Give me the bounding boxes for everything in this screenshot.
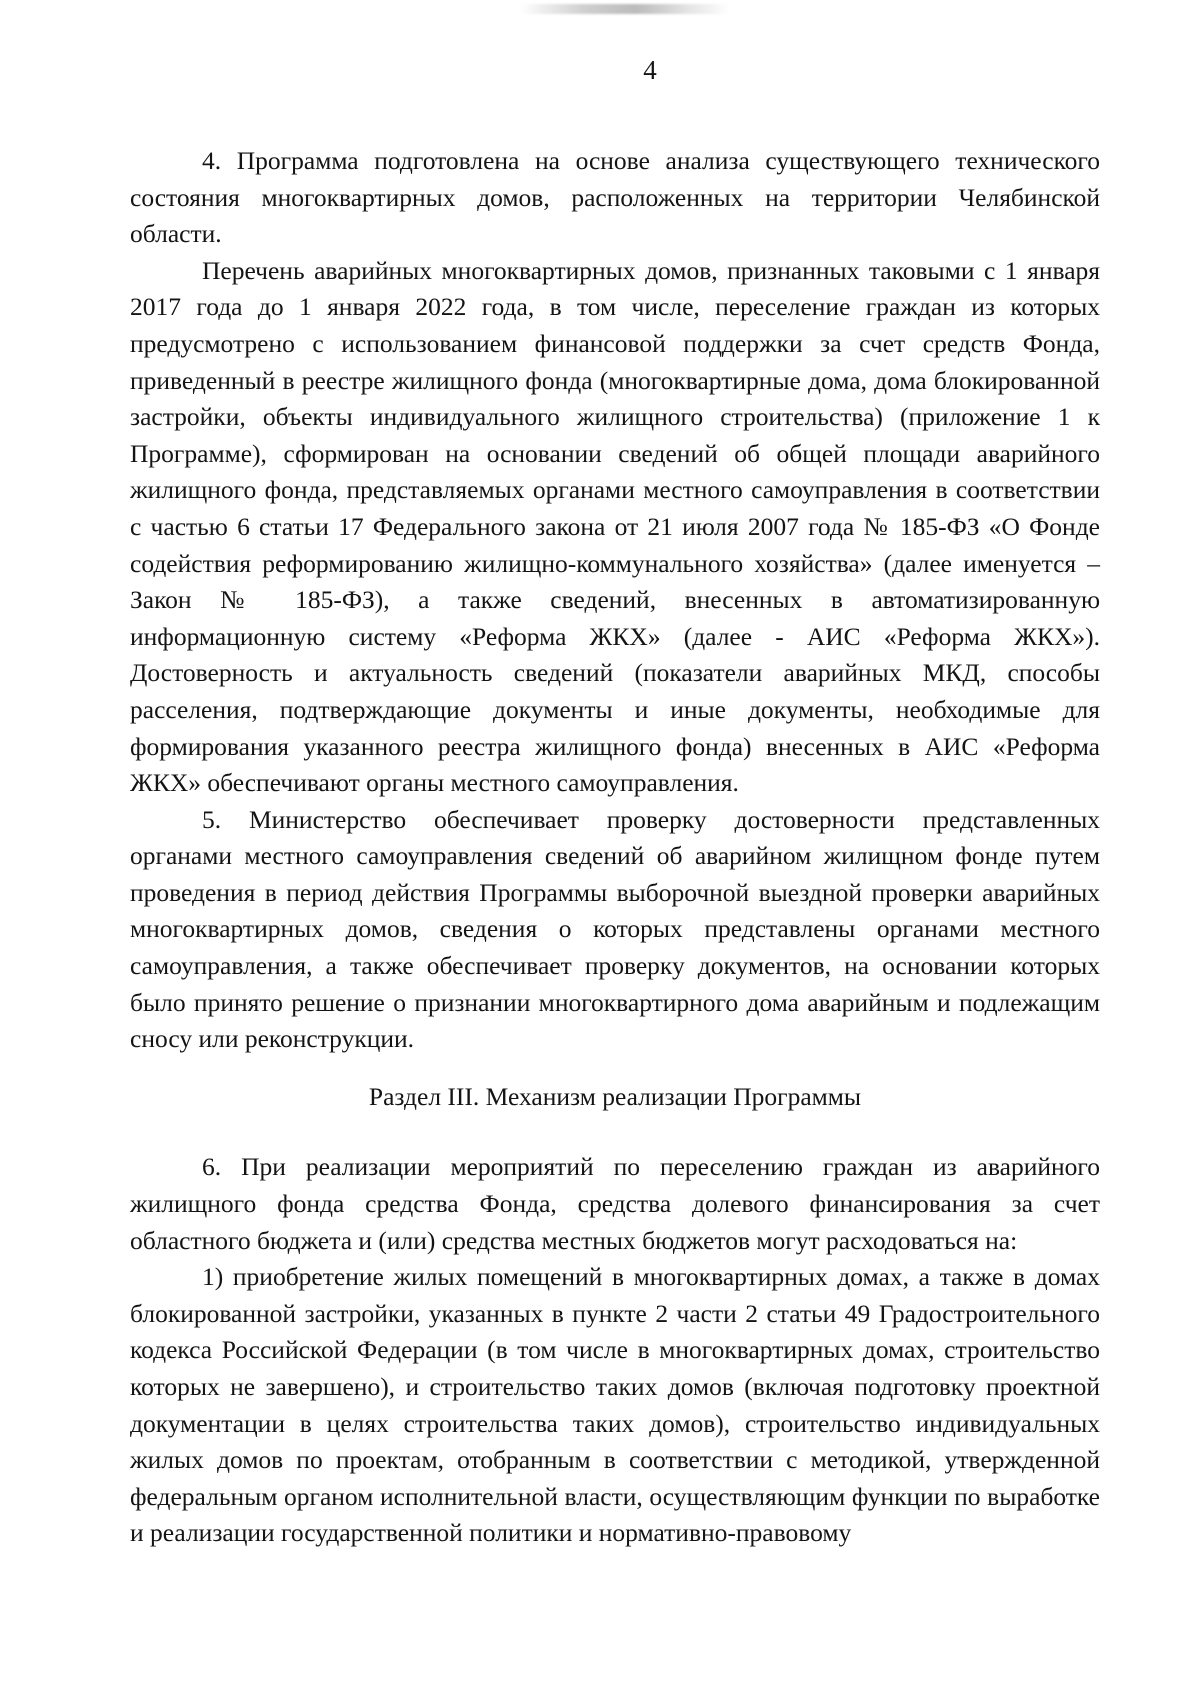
document-body — [130, 143, 1100, 1552]
paragraph-5: 5. Министерство обеспечивает проверку достоверности представленных органами местного самоуправления сведений об аварийном жилищном фонде путем проведения в период действия Программы выборочной выездной проверки аварийных многоквартирных домов, сведения о которых представлены органами местного самоуправления, а также обеспечивает проверку документов, на основании которых было принято решение о признании многоквартирного дома аварийным и подлежащим сносу или реконструкции. — [130, 804, 1100, 1054]
scan-artifact — [520, 4, 730, 14]
paragraph-list-of-buildings: Перечень аварийных многоквартирных домов, признанных таковыми с 1 января 2017 года до 1 января 2022 года, в том числе, переселение граждан из которых предусмотрено с использованием финансовой поддержки за счет средств Фонда, приведенный в реестре жилищного фонда (многоквартирные дома, дома блокированной застройки, объекты индивидуального жилищного строительства) (приложение 1 к Программе), сформирован на основании сведений об общей площади аварийного жилищного фонда, представляемых органами местного самоуправления в соответствии с частью 6 статьи 17 Федерального закона от 21 июля 2007 года № 185-ФЗ «О Фонде содействия реформированию жилищно-коммунального хозяйства» (далее именуется – Закон № 185-ФЗ), а также сведений, внесенных в автоматизированную информационную систему «Реформа ЖКХ» (далее - АИС «Реформа ЖКХ»). Достоверность и актуальность сведений (показатели аварийных МКД, способы расселения, подтверждающие документы и иные документы, необходимые для формирования указанного реестра жилищного фонда) внесенных в АИС «Реформа ЖКХ» обеспечивают органы местного самоуправления. — [130, 255, 1100, 798]
paragraph-6: 6. При реализации мероприятий по переселению граждан из аварийного жилищного фонда средства Фонда, средства долевого финансирования за счет областного бюджета и (или) средства местных бюджетов могут расходоваться на: — [130, 1152, 1100, 1255]
page-number: 4 — [643, 55, 657, 85]
paragraph-4: 4. Программа подготовлена на основе анализа существующего технического состояния многоквартирных домов, расположенных на территории Челябинской области. — [130, 146, 1100, 249]
paragraph-6-item-1: 1) приобретение жилых помещений в многоквартирных домах, а также в домах блокированной застройки, указанных в пункте 2 части 2 статьи 49 Градостроительного кодекса Российской Федерации (в том числе в многоквартирных домах, строительство которых не завершено), и строительство таких домов (включая подготовку проектной документации в целях строительства таких домов), строительство индивидуальных жилых домов по проектам, отобранным в соответствии с методикой, утвержденной федеральным органом исполнительной власти, осуществляющим функции по выработке и реализации государственной политики и нормативно-правовому — [130, 1262, 1100, 1548]
section-title: Раздел III. Механизм реализации Программы — [368, 1081, 862, 1111]
